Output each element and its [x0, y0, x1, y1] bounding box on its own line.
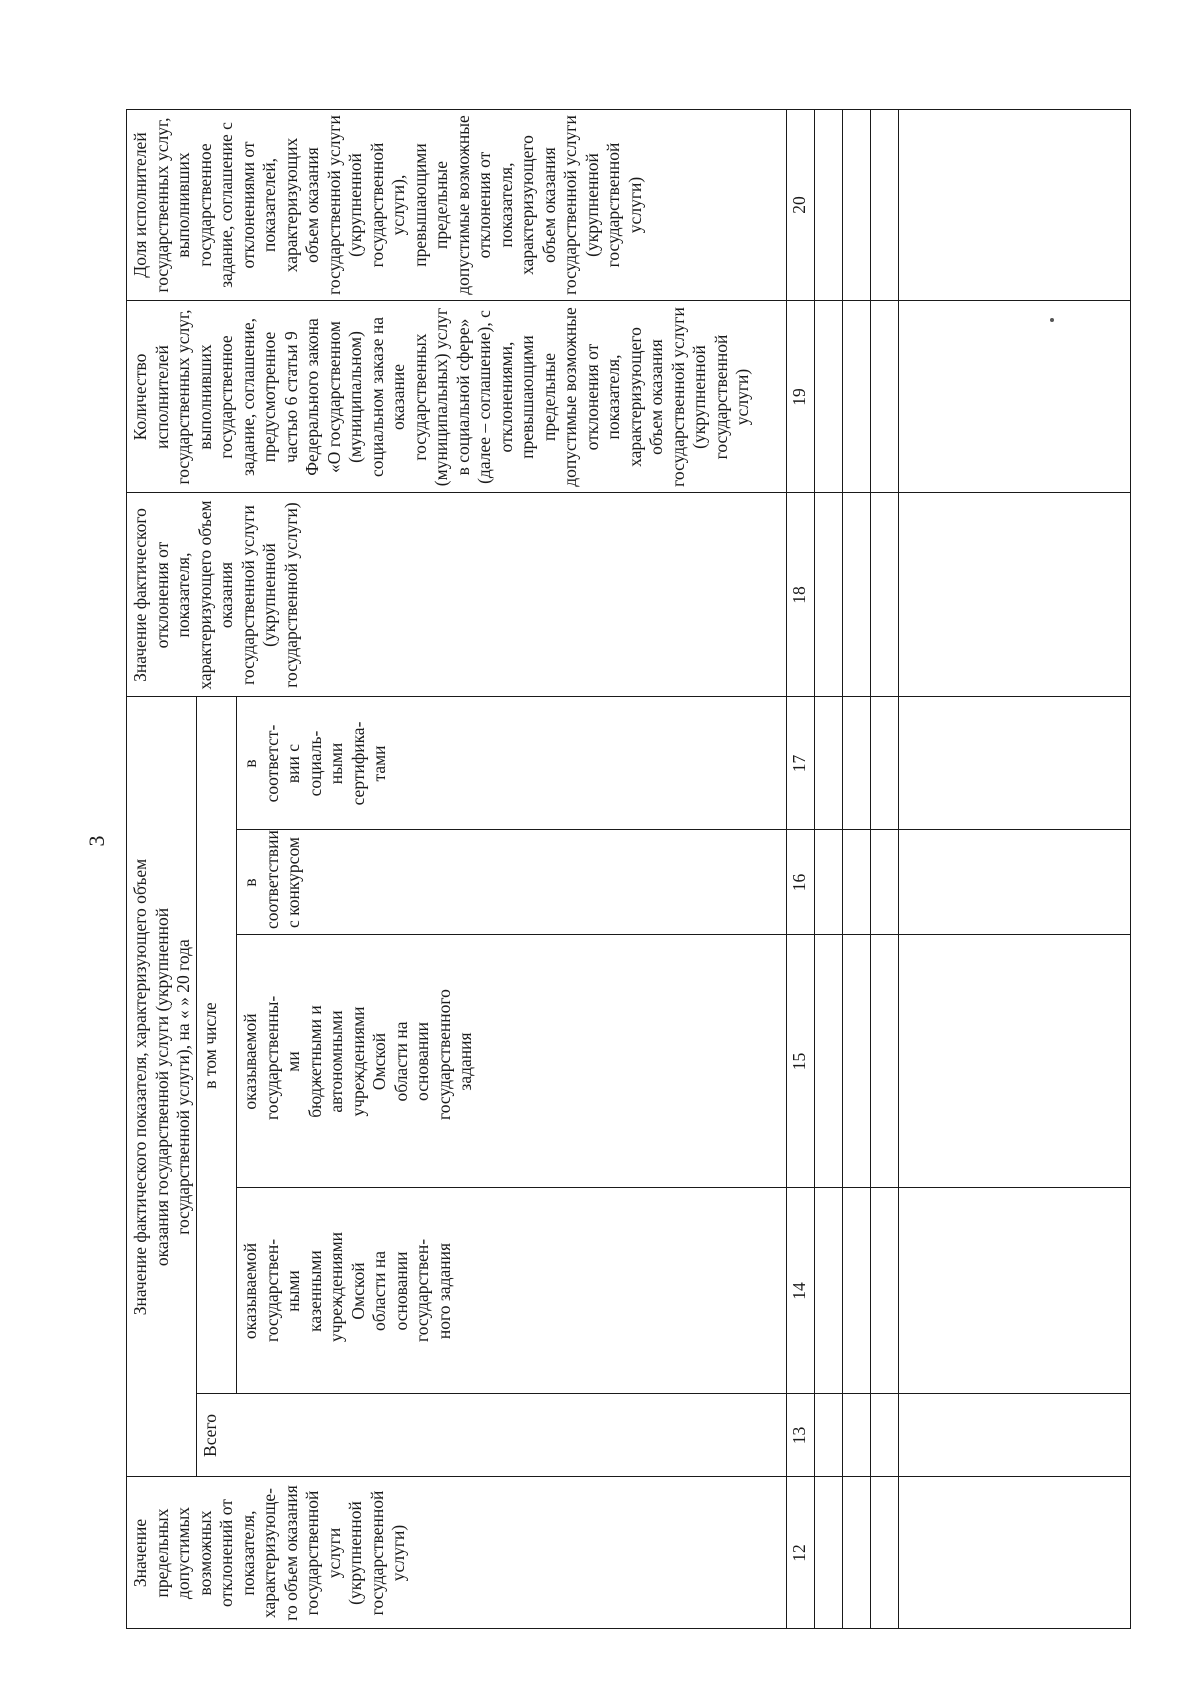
page-number: 3 — [84, 835, 109, 847]
column-number-20: 20 — [789, 196, 809, 214]
header-col16: в соответствии с конкурсом — [240, 830, 303, 929]
header-col17: в соответст-вии с социаль-ными сертифика-тами — [240, 721, 389, 806]
header-col12: Значение предельных допустимых возможных отклонений от показателя, характеризующе-го объем оказания государственной услуги (укрупненной государственной услуги) — [130, 1485, 408, 1621]
grid-line — [126, 696, 1131, 697]
header-col18: Значение фактического отклонения от показателя, характеризующего объем оказания государственной услуги (укрупненной государственной услуги) — [130, 500, 301, 690]
grid-line — [126, 1476, 1131, 1477]
header-col15: оказываемой государственны-ми бюджетными и автономными учреждениями Омской области на основании государственного задания — [240, 989, 475, 1120]
grid-line — [236, 934, 1131, 935]
grid-line — [870, 109, 871, 1629]
column-number-13: 13 — [789, 1426, 809, 1445]
grid-line — [196, 1393, 1131, 1394]
column-number-17: 17 — [789, 754, 809, 773]
header-col19: Количество исполнителей государственных услуг, выполнивших государственное задание, соглашение, предусмотренное частью 6 статьи 9 Федерального закона «О государственном (муниципальном) социальном заказе на оказание государственных (муниципальных) услуг в социальной сфере» (далее – соглашение), с отклонениями, превышающими предельные допустимые возможные отклонения от показателя, характеризующего объем оказания государственной услуги (укрупненной государственной услуги) — [130, 307, 752, 487]
header-col20: Доля исполнителей государственных услуг, выполнивших государственное задание, соглашение с отклонениями от показателей, характеризующих объем оказания государственной услуги (укрупненной государственной услуги), превышающими предельные допустимые возможные отклонения от показателя, характеризующего объем оказания государственной услуги (укрупненной государственной услуги) — [130, 115, 645, 295]
column-number-18: 18 — [789, 586, 809, 604]
grid-line — [814, 109, 815, 1629]
header-group: Значение фактического показателя, характеризующего объем оказания государственной услуги (укрупненной государственной услуги), на « » 20 года — [130, 858, 193, 1316]
column-number-16: 16 — [789, 873, 809, 892]
grid-line — [236, 697, 237, 1394]
grid-line — [236, 1187, 1131, 1188]
header-incl: в том числе — [200, 1002, 220, 1089]
grid-line — [236, 829, 1131, 830]
grid-line — [126, 492, 1131, 493]
column-number-12: 12 — [789, 1544, 809, 1562]
grid-line — [842, 109, 843, 1629]
grid-line — [898, 109, 899, 1629]
grid-line — [786, 109, 787, 1629]
column-number-19: 19 — [789, 388, 809, 406]
grid-line — [196, 697, 197, 1477]
header-all: Всего — [200, 1414, 220, 1457]
column-number-14: 14 — [789, 1282, 809, 1300]
header-col14: оказываемой государствен-ными казенными учреждениями Омской области на основании государствен-ного задания — [240, 1231, 454, 1342]
column-number-15: 15 — [789, 1052, 809, 1071]
grid-line — [126, 300, 1131, 301]
report-table — [126, 109, 1131, 1629]
